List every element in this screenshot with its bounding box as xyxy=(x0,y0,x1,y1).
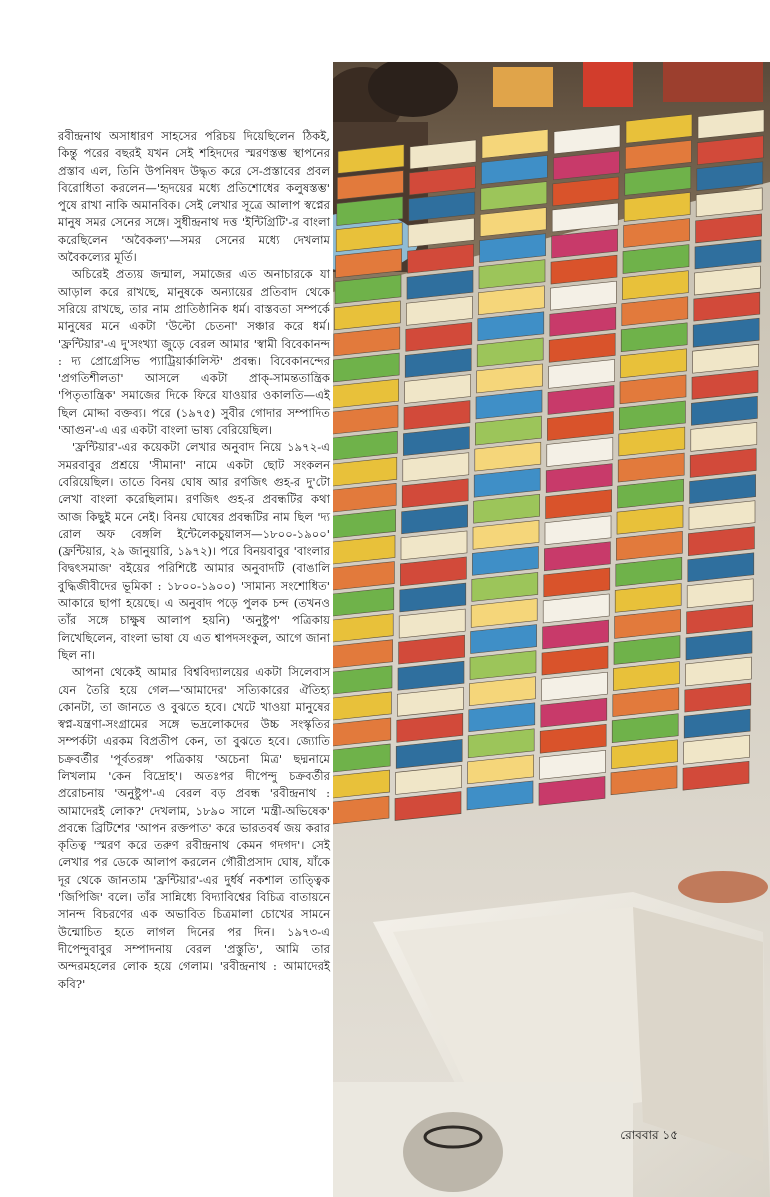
page-number: রোববার ১৫ xyxy=(620,1128,678,1142)
article-paragraph: অচিরেই প্রত্যয় জন্মাল, সমাজের এত অনাচারকে যা আড়াল করে রাখছে, মানুষকে অন্যায়ের প্রতিবাদ থেকে সরিয়ে রাখছে, তার নাম প্রাতিষ্ঠানিক ধর্ম। বাস্তবতা সম্পর্কে মানুষের মনে একটা 'উল্টো চেতনা' সঞ্চার করে ধর্ম। 'ফ্রন্টিয়ার'-এ দু'সংখ্যা জুড়ে বেরল আমার 'স্বামী বিবেকানন্দ : দ্য প্রোগ্রেসিভ প্যাট্রিয়ার্কালিস্ট' প্রবন্ধ। বিবেকানন্দের 'প্রগতিশীলতা' আসলে একটা প্রাক্-সামন্ততান্ত্রিক 'পিতৃতান্ত্রিক' সমাজের দিকে ফিরে যাওয়ার ওকালতি—এই ছিল মোদ্দা বক্তব্য। পরে (১৯৭৫) সুবীর গোদার সম্পাদিত 'আগুন'-এ এর একটা বাংলা ভাষ্য বেরিয়েছিল। xyxy=(58,267,330,438)
article-paragraph: রবীন্দ্রনাথ অসাধারণ সাহসের পরিচয় দিয়েছিলেন ঠিকই, কিন্তু পরের বছরই যখন সেই শহিদদের স্মরণস্তম্ভ স্থাপনের প্রস্তাব এল, তিনি উপনিষদ উদ্ধৃত করে সে-প্রস্তাবের প্রবল বিরোধিতা করলেন—'হৃদয়ের মধ্যে প্রতিশোধের কলুষস্তম্ভ' পুষে রাখা নাকি অমানবিক। সেই লেখার সূত্রে আলাপ স্বপ্নের মানুষ সমর সেনের সঙ্গে। সুধীন্দ্রনাথ দত্ত 'ইন্টিগ্রিটি'-র বাংলা করেছিলেন 'অবৈকল্য'—সমর সেনের মধ্যে দেখলাম অবৈকল্যের মূর্তি। xyxy=(58,129,330,265)
article-paragraph: 'ফ্রন্টিয়ার'-এর কয়েকটা লেখার অনুবাদ নিয়ে ১৯৭২-এ সমরবাবুর প্রশ্রয়ে 'সীমানা' নামে একটা ছোট সংকলন বেরিয়েছিল। তাতে বিনয় ঘোষ আর রণজিৎ গুহ-র দু'টো লেখা বাংলা করেছিলাম। রণজিৎ গুহ-র প্রবন্ধটির কথা আজ কিছুই মনে নেই। বিনয় ঘোষের প্রবন্ধটির নাম ছিল 'দ্য রোল অফ বেঙ্গলি ইন্টেলেকচুয়ালস—১৮০০-১৯০০' (ফ্রন্টিয়ার, ২৯ জানুয়ারি, ১৯৭২)। পরে বিনয়বাবুর 'বাংলার বিদ্বৎসমাজ' বইয়ের পরিশিষ্টে আমার অনুবাদটি (বাঙালি বুদ্ধিজীবীদের ভূমিকা : ১৮০০-১৯০০) 'সামান্য সংশোধিত' আকারে ছাপা হয়েছে। এ অনুবাদ পড়ে পুলক চন্দ (তখনও তাঁর সঙ্গে চাক্ষুষ আলাপ হয়নি) 'অনুষ্টুপ' পত্রিকায় লিখেছিলেন, বাংলা ভাষা যে এত শ্বাপদসংকুল, আগে জানা ছিল না। xyxy=(58,440,330,662)
article-paragraph: আপনা থেকেই আমার বিশ্ববিদ্যালয়ের একটা সিলেবাস যেন তৈরি হয়ে গেল—'আমাদের' সত্যিকারের ঐতিহ্য কোনটা, তা জানতে ও বুঝতে হবে। খেটে খাওয়া মানুষের স্বপ্ন-যন্ত্রণা-সংগ্রামের সঙ্গে ভদ্রলোকদের উচ্চ সংস্কৃতির সম্পর্কটা এরকম বিপ্রতীপ কেন, তা বুঝতে হবে। জ্যোতি চক্রবর্তীর 'পূর্বতরঙ্গ' পত্রিকায় 'অচেনা মিত্র' ছদ্মনামে লিখলাম 'কেন বিদ্রোহ'। অতঃপর দীপেন্দু চক্রবর্তীর প্ররোচনায় 'অনুষ্টুপ'-এ বেরল বড় প্রবন্ধ 'রবীন্দ্রনাথ : আমাদেরই লোক?' দেখলাম, ১৮৯০ সালে 'মন্ত্রী-অভিষেক' প্রবন্ধে ব্রিটিশের 'আপন রক্তপাত' করে ভারতবর্ষ জয় করার কৃতিত্ব 'স্মরণ করে তরুণ রবীন্দ্রনাথ কেমন গদগদ'। সেই লেখার পর ডেকে আলাপ করলেন গৌরীপ্রসাদ ঘোষ, যাঁকে দূর থেকে জানতাম 'ফ্রন্টিয়ার'-এর দুর্ধর্ষ নকশাল তাত্ত্বিক 'জিপিজি' বলে। তাঁর সান্নিধ্যে বিদ্যাবিশ্বের বিচিত্র বাতায়নে সানন্দ বিচরণের এক অভাবিত চিত্রমালা চোখের সামনে উন্মোচিত হতে লাগল দিনের পর দিন। ১৯৭৩-এ দীপেন্দুবাবুর সম্পাদনায় বেরল 'প্রস্তুতি', আমি তার অন্দরমহলের লোক হয়ে গেলাম। 'রবীন্দ্রনাথ : আমাদেরই কবি?' xyxy=(58,665,330,991)
book-fair-photo xyxy=(333,62,770,1197)
page-footer xyxy=(620,1127,678,1147)
article-column xyxy=(58,128,330,993)
